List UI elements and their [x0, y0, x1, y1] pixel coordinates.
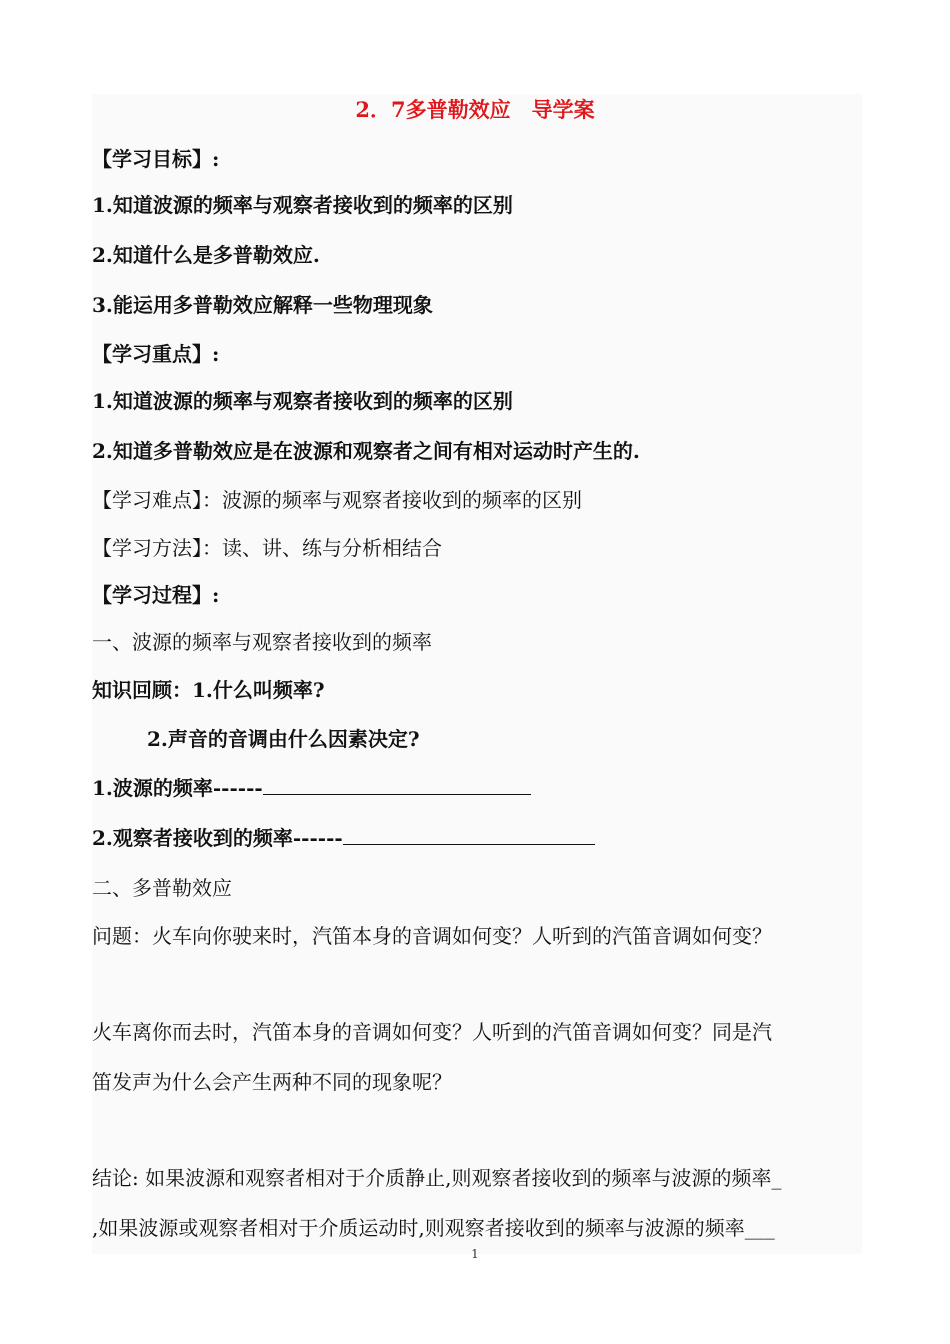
key-points-heading: 【学习重点】: — [92, 342, 220, 366]
section1-heading: 一、波源的频率与观察者接收到的频率 — [92, 630, 432, 654]
conclusion-line-2: ,如果波源或观察者相对于介质运动时,则观察者接收到的频率与波源的频率___ — [92, 1216, 775, 1240]
question-receding-line-2: 笛发声为什么会产生两种不同的现象呢？ — [92, 1070, 452, 1094]
fill-line-source-frequency — [92, 774, 531, 802]
goal-item-3: 3.能运用多普勒效应解释一些物理现象 — [92, 293, 433, 317]
key-point-item-2: 2.知道多普勒效应是在波源和观察者之间有相对运动时产生的. — [92, 439, 640, 463]
goal-item-2: 2.知道什么是多普勒效应. — [92, 243, 320, 267]
section2-heading: 二、多普勒效应 — [92, 876, 232, 900]
fill-line-observer-frequency — [92, 824, 595, 852]
conclusion-line-1: 结论: 如果波源和观察者相对于介质静止,则观察者接收到的频率与波源的频率_ — [92, 1166, 782, 1190]
fill-label: 1.波源的频率------ — [92, 776, 263, 800]
answer-blank[interactable] — [263, 774, 531, 795]
question-receding-line-1: 火车离你而去时，汽笛本身的音调如何变？人听到的汽笛音调如何变？同是汽 — [92, 1020, 772, 1044]
method-line: 【学习方法】：读、讲、练与分析相结合 — [92, 536, 442, 560]
review-question-2: 2.声音的音调由什么因素决定? — [147, 727, 420, 751]
answer-blank[interactable] — [343, 824, 595, 845]
key-point-item-1: 1.知道波源的频率与观察者接收到的频率的区别 — [92, 389, 513, 413]
fill-label: 2.观察者接收到的频率------ — [92, 826, 343, 850]
question-approaching: 问题：火车向你驶来时，汽笛本身的音调如何变？人听到的汽笛音调如何变？ — [92, 924, 772, 948]
document-title: 2．7多普勒效应 导学案 — [355, 97, 595, 122]
goal-item-1: 1.知道波源的频率与观察者接收到的频率的区别 — [92, 193, 513, 217]
review-question-1: 知识回顾：1.什么叫频率? — [92, 678, 325, 702]
goals-heading: 【学习目标】: — [92, 147, 220, 171]
difficulty-line: 【学习难点】：波源的频率与观察者接收到的频率的区别 — [92, 488, 582, 512]
process-heading: 【学习过程】: — [92, 583, 220, 607]
page-number: 1 — [471, 1247, 479, 1261]
